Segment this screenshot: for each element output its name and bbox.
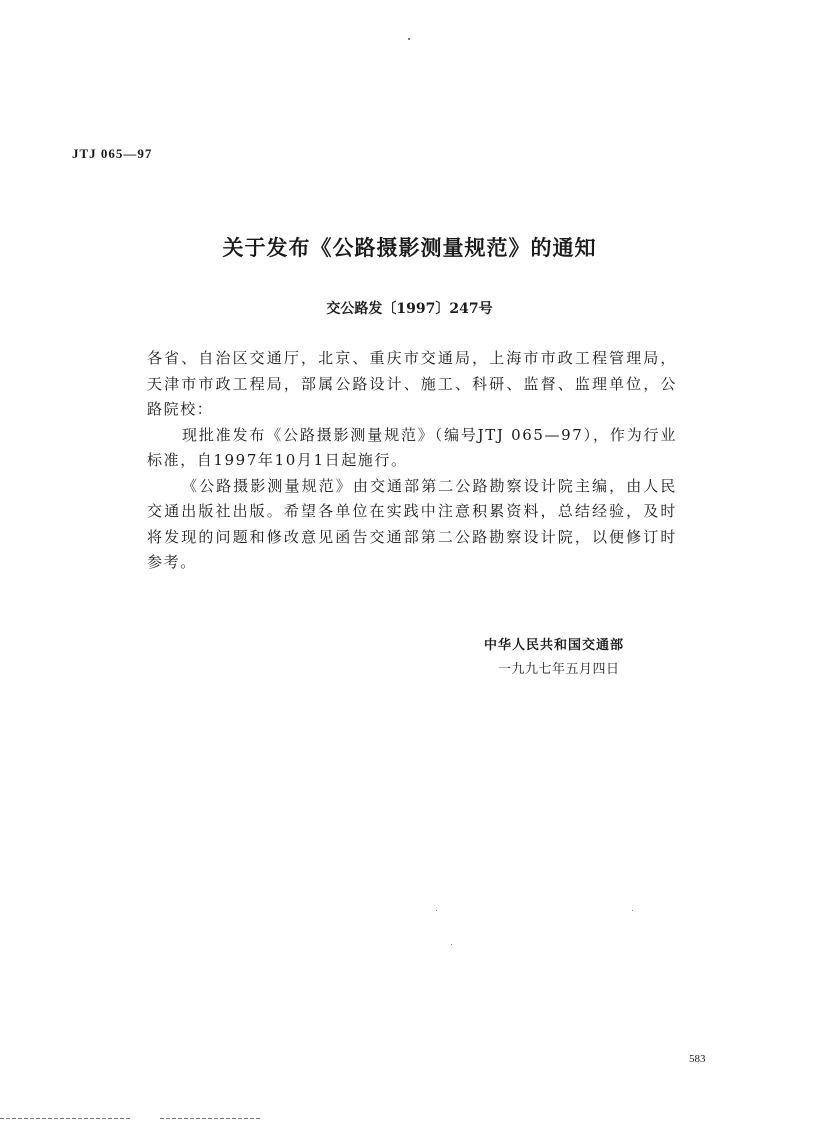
approval-paragraph: 现批准发布《公路摄影测量规范》（编号JTJ 065—97），作为行业标准，自1997年10月1日起施行。 [147,425,677,469]
notice-body [147,346,677,576]
addressee-paragraph: 各省、自治区交通厅，北京、重庆市交通局，上海市市政工程管理局，天津市市政工程局，部属公路设计、施工、科研、监督、监理单位，公路院校： [147,349,677,418]
scan-artifact-dot [632,910,633,911]
scan-artifact-dot [436,910,437,911]
publication-paragraph: 《公路摄影测量规范》由交通部第二公路勘察设计院主编，由人民交通出版社出版。希望各单位在实践中注意积累资料，总结经验，及时将发现的问题和修改意见函告交通部第二公路勘察设计院，以便修订时参考。 [147,476,677,571]
page-number: 583 [689,1053,706,1065]
scan-artifact-dot [408,38,410,40]
scan-artifact-dot [451,944,452,945]
scan-artifact-line [160,1118,260,1119]
issue-date: 一九九七年五月四日 [498,662,620,677]
signature-block [484,634,624,682]
issuing-organization: 中华人民共和国交通部 [484,638,625,653]
scan-artifact-line [0,1118,130,1119]
notice-title: 关于发布《公路摄影测量规范》的通知 [222,236,597,260]
standard-code: JTJ 065—97 [72,146,153,161]
document-number: 交公路发〔1997〕247号 [326,301,493,317]
